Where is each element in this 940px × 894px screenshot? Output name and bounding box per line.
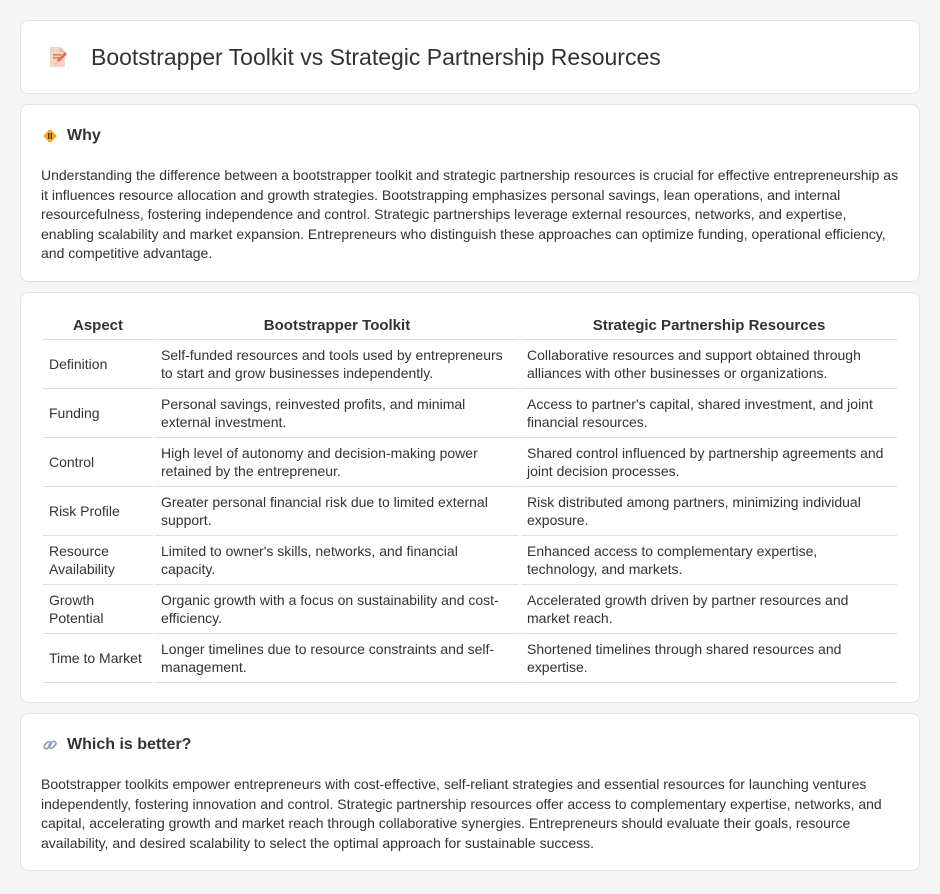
- cell-aspect: Control: [43, 438, 153, 487]
- table-row: [43, 438, 897, 487]
- cell-partnership: Shared control influenced by partnership agreements and joint decision processes.: [521, 438, 897, 487]
- why-heading: Why: [67, 127, 101, 144]
- table-row: [43, 536, 897, 585]
- cell-bootstrapper: Longer timelines due to resource constraints and self-management.: [155, 634, 519, 683]
- cell-aspect: Time to Market: [43, 634, 153, 683]
- comparison-table-card: [20, 292, 920, 703]
- cell-aspect: Growth Potential: [43, 585, 153, 634]
- cell-bootstrapper: High level of autonomy and decision-making power retained by the entrepreneur.: [155, 438, 519, 487]
- which-better-heading: Which is better?: [67, 736, 192, 753]
- cell-partnership: Accelerated growth driven by partner resources and market reach.: [521, 585, 897, 634]
- cell-bootstrapper: Self-funded resources and tools used by entrepreneurs to start and grow businesses independently.: [155, 340, 519, 389]
- cell-partnership: Risk distributed among partners, minimizing individual exposure.: [521, 487, 897, 536]
- cell-aspect: Risk Profile: [43, 487, 153, 536]
- why-body: Understanding the difference between a bootstrapper toolkit and strategic partnership resources is crucial for effective entrepreneurship as it influences resource allocation and growth strategies. Bootstrapping emphasizes personal savings, lean operations, and internal resourcefulness, fostering independence and control. Strategic partnerships leverage external resources, networks, and expertise, enabling scalability and market expansion. Entrepreneurs who distinguish these approaches can optimize funding, operational efficiency, and competitive advantage.: [41, 167, 899, 262]
- which-better-card: [20, 713, 920, 871]
- cell-partnership: Enhanced access to complementary expertise, technology, and markets.: [521, 536, 897, 585]
- cell-partnership: Collaborative resources and support obtained through alliances with other businesses or organizations.: [521, 340, 897, 389]
- table-row: [43, 340, 897, 389]
- link-icon: [41, 736, 59, 754]
- header-partnership: Strategic Partnership Resources: [521, 312, 897, 340]
- table-row: [43, 585, 897, 634]
- cell-aspect: Resource Availability: [43, 536, 153, 585]
- page-title: Bootstrapper Toolkit vs Strategic Partnership Resources: [91, 43, 661, 70]
- cell-partnership: Shortened timelines through shared resources and expertise.: [521, 634, 897, 683]
- cell-bootstrapper: Limited to owner's skills, networks, and financial capacity.: [155, 536, 519, 585]
- diamond-sign-icon: [41, 127, 59, 145]
- comparison-table: [41, 312, 899, 683]
- cell-bootstrapper: Greater personal financial risk due to limited external support.: [155, 487, 519, 536]
- header-aspect: Aspect: [43, 312, 153, 340]
- cell-bootstrapper: Personal savings, reinvested profits, and minimal external investment.: [155, 389, 519, 438]
- header-bootstrapper: Bootstrapper Toolkit: [155, 312, 519, 340]
- cell-aspect: Definition: [43, 340, 153, 389]
- which-better-body: Bootstrapper toolkits empower entrepreneurs with cost-effective, self-reliant strategies and essential resources for launching ventures independently, fostering innovation and control. Strategic partnership resources offer access to complementary expertise, networks, and capital, accelerating growth and market reach through collaborative synergies. Entrepreneurs should evaluate their goals, resource availability, and desired scalability to select the optimal approach for sustainable success.: [41, 776, 882, 851]
- why-card: [20, 104, 920, 282]
- table-row: [43, 487, 897, 536]
- table-header-row: [43, 312, 897, 340]
- cell-partnership: Access to partner's capital, shared investment, and joint financial resources.: [521, 389, 897, 438]
- table-row: [43, 389, 897, 438]
- cell-bootstrapper: Organic growth with a focus on sustainability and cost-efficiency.: [155, 585, 519, 634]
- document-edit-icon: [45, 44, 71, 70]
- cell-aspect: Funding: [43, 389, 153, 438]
- title-card: [20, 20, 920, 94]
- table-row: [43, 634, 897, 683]
